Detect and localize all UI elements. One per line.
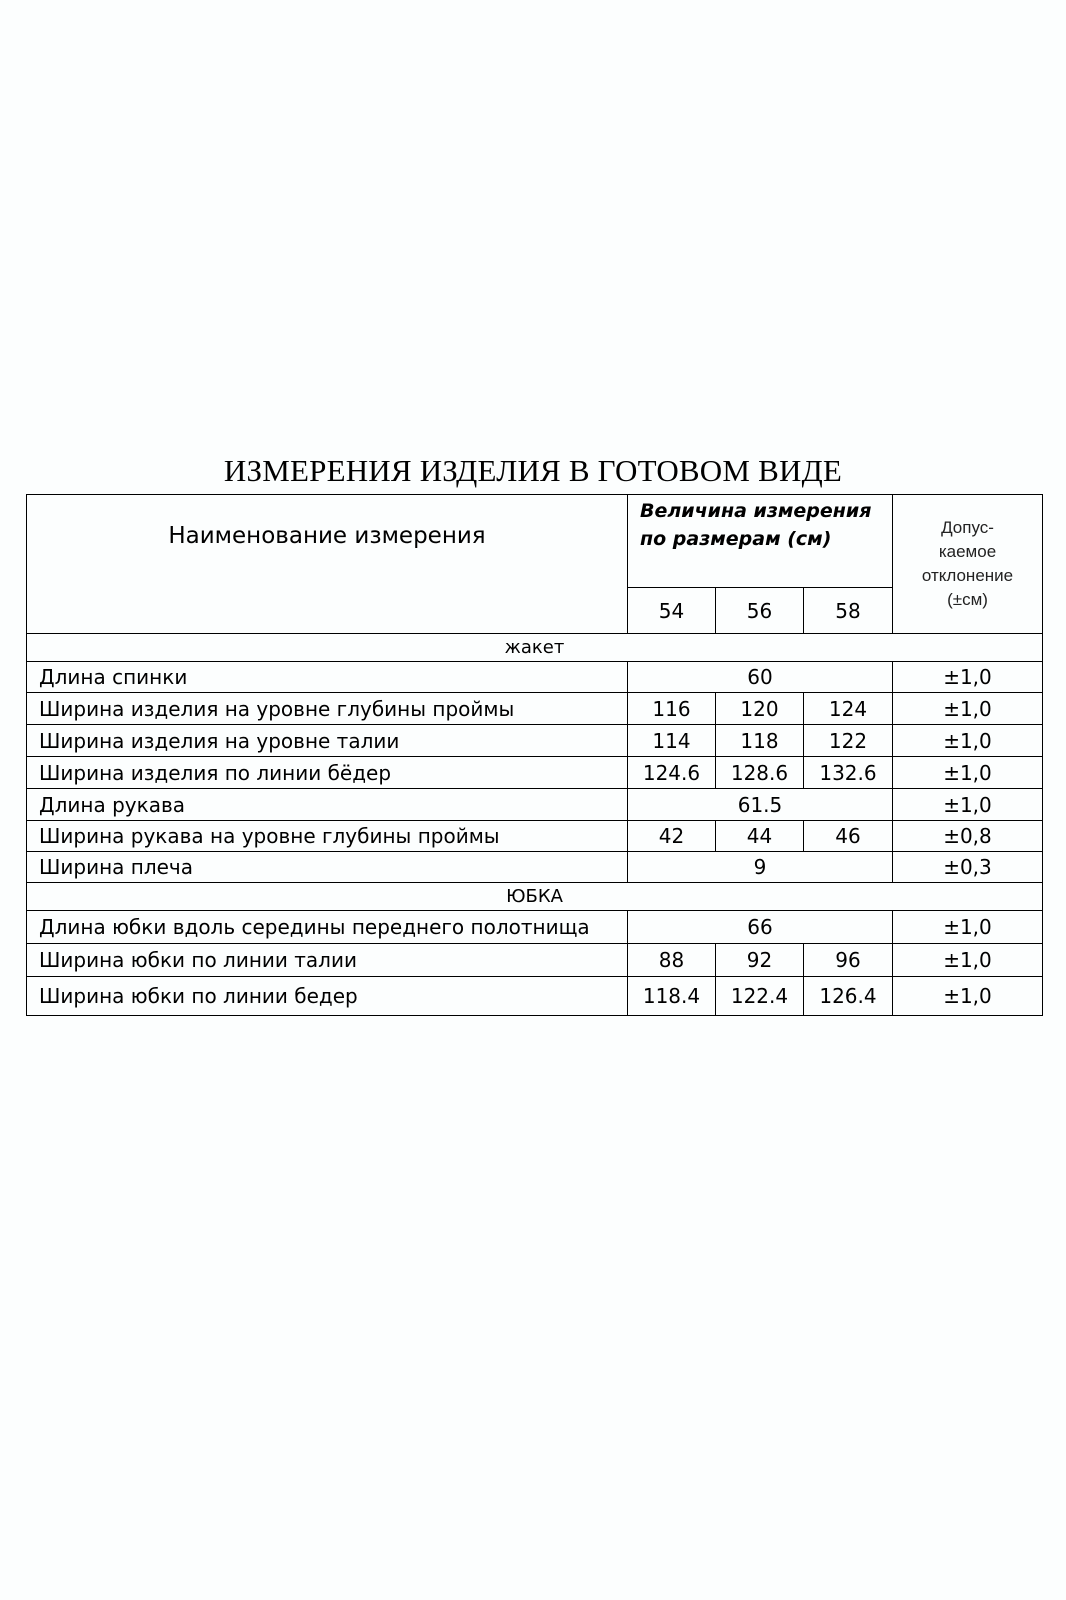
- header-row: [27, 495, 1043, 588]
- measurement-row: [27, 944, 1043, 977]
- measurement-row: [27, 821, 1043, 852]
- measurement-name: Длина рукава: [27, 789, 628, 821]
- size-value: 122.4: [716, 977, 804, 1016]
- measurement-name: Ширина плеча: [27, 852, 628, 883]
- header-tolerance: [893, 495, 1043, 634]
- tolerance-value: ±1,0: [893, 789, 1043, 821]
- common-value: 9: [628, 852, 893, 883]
- tolerance-line: Допус-: [941, 518, 994, 537]
- measurement-row: [27, 977, 1043, 1016]
- header-measurement-name: Наименование измерения: [27, 495, 628, 634]
- measurement-row: [27, 662, 1043, 693]
- size-value: 96: [804, 944, 893, 977]
- size-value: 114: [628, 725, 716, 757]
- tolerance-value: ±1,0: [893, 757, 1043, 789]
- tolerance-value: ±1,0: [893, 693, 1043, 725]
- common-value: 60: [628, 662, 893, 693]
- measurement-name: Ширина изделия на уровне глубины проймы: [27, 693, 628, 725]
- measurement-name: Ширина изделия на уровне талии: [27, 725, 628, 757]
- size-56: 56: [716, 588, 804, 634]
- measurement-name: Ширина рукава на уровне глубины проймы: [27, 821, 628, 852]
- size-value: 124.6: [628, 757, 716, 789]
- tolerance-value: ±1,0: [893, 662, 1043, 693]
- section-row: [27, 883, 1043, 911]
- size-value: 46: [804, 821, 893, 852]
- measurement-name: Длина юбки вдоль середины переднего полотнища: [27, 911, 628, 944]
- size-58: 58: [804, 588, 893, 634]
- section-row: [27, 634, 1043, 662]
- section-label: ЮБКА: [27, 883, 1043, 911]
- size-value: 44: [716, 821, 804, 852]
- tolerance-value: ±1,0: [893, 944, 1043, 977]
- size-value: 118.4: [628, 977, 716, 1016]
- tolerance-line: каемое: [938, 542, 997, 561]
- size-54: 54: [628, 588, 716, 634]
- measurement-name: Ширина юбки по линии бедер: [27, 977, 628, 1016]
- size-value: 118: [716, 725, 804, 757]
- size-value: 116: [628, 693, 716, 725]
- measurement-row: [27, 725, 1043, 757]
- tolerance-value: ±0,3: [893, 852, 1043, 883]
- section-label: жакет: [27, 634, 1043, 662]
- size-value: 124: [804, 693, 893, 725]
- measurement-row: [27, 789, 1043, 821]
- tolerance-value: ±0,8: [893, 821, 1043, 852]
- measurement-name: Ширина юбки по линии талии: [27, 944, 628, 977]
- tolerance-line: отклонение: [921, 566, 1014, 585]
- size-value: 128.6: [716, 757, 804, 789]
- tolerance-value: ±1,0: [893, 977, 1043, 1016]
- tolerance-value: ±1,0: [893, 725, 1043, 757]
- size-value: 132.6: [804, 757, 893, 789]
- size-value: 126.4: [804, 977, 893, 1016]
- measurement-row: [27, 757, 1043, 789]
- common-value: 61.5: [628, 789, 893, 821]
- size-value: 42: [628, 821, 716, 852]
- common-value: 66: [628, 911, 893, 944]
- header-size-group: Величина измерения по размерам (см): [628, 495, 893, 588]
- measurement-row: [27, 852, 1043, 883]
- tolerance-value: ±1,0: [893, 911, 1043, 944]
- measurement-row: [27, 693, 1043, 725]
- size-value: 120: [716, 693, 804, 725]
- measurements-table: [26, 494, 1043, 1016]
- measurement-row: [27, 911, 1043, 944]
- tolerance-line: (±см): [947, 590, 988, 609]
- size-value: 92: [716, 944, 804, 977]
- size-value: 122: [804, 725, 893, 757]
- measurement-name: Ширина изделия по линии бёдер: [27, 757, 628, 789]
- measurement-name: Длина спинки: [27, 662, 628, 693]
- document-title: ИЗМЕРЕНИЯ ИЗДЕЛИЯ В ГОТОВОМ ВИДЕ: [223, 453, 843, 488]
- size-value: 88: [628, 944, 716, 977]
